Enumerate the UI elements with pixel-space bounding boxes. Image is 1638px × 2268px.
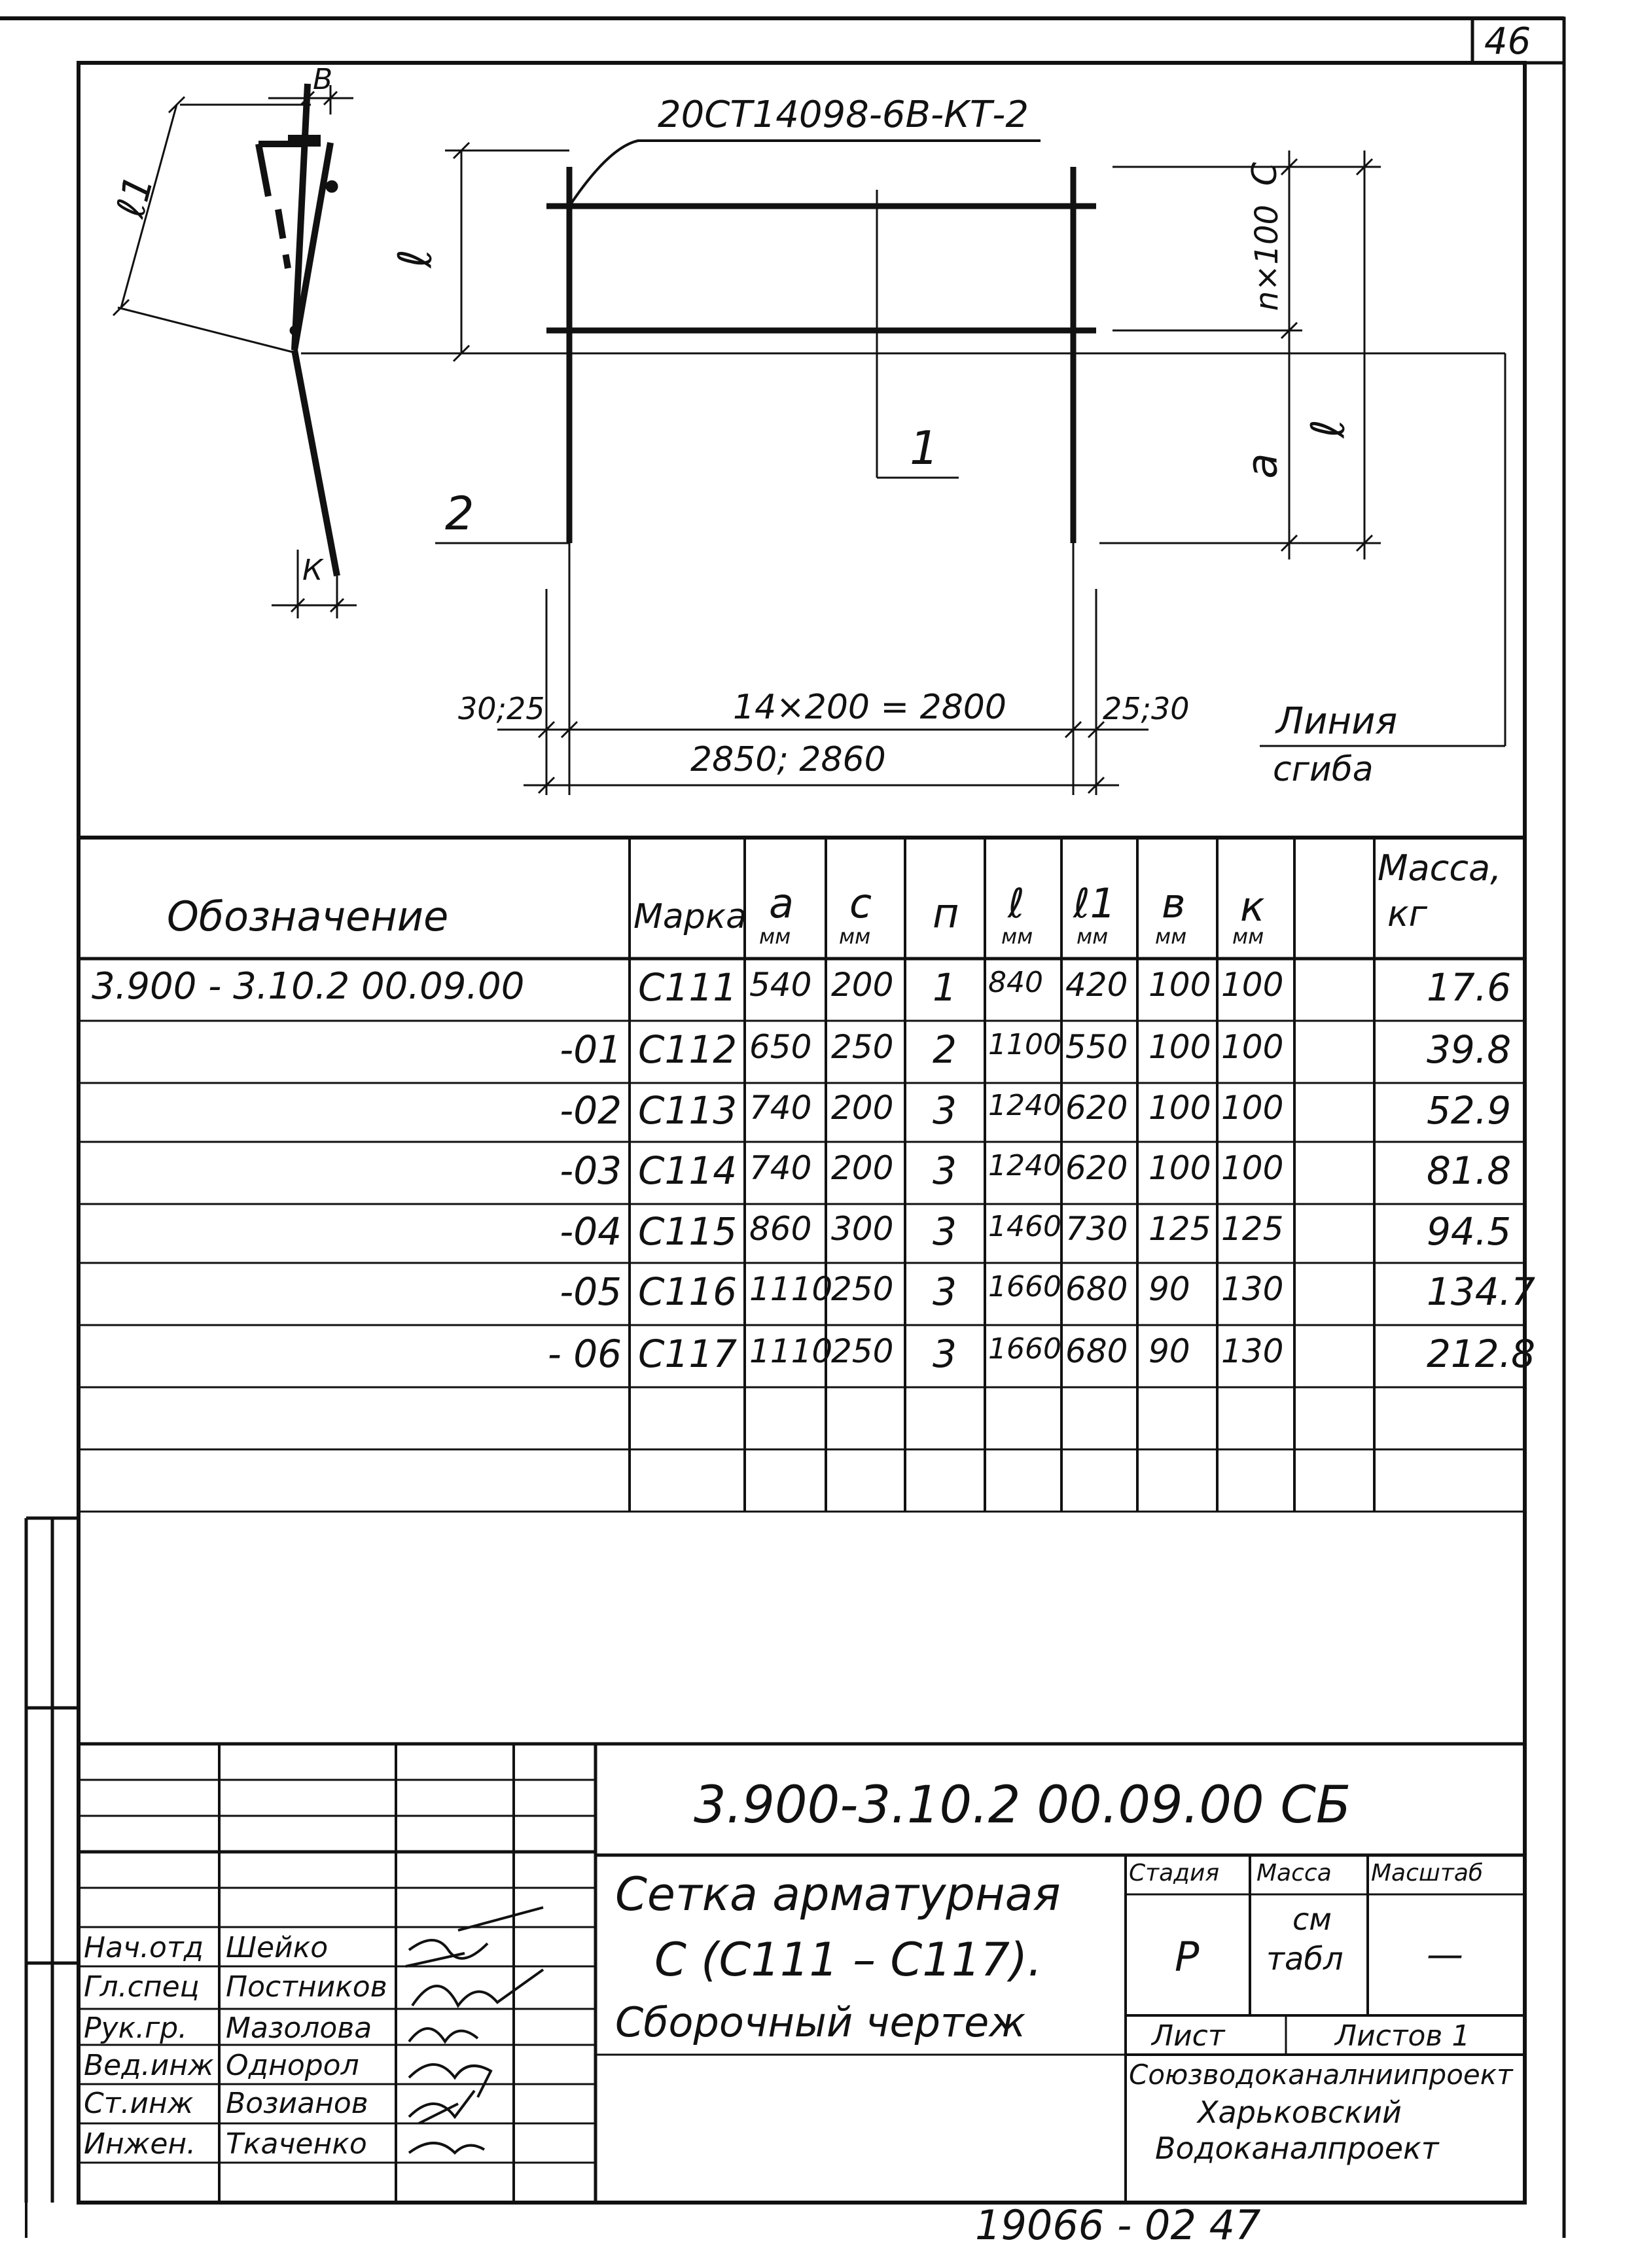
org-line-2: Харьковский xyxy=(1198,2095,1402,2130)
row-cell-l: 1240 xyxy=(988,1149,1061,1182)
title-line-1: Сетка арматурная xyxy=(615,1868,1061,1921)
row-cell-a: 740 xyxy=(749,1089,812,1127)
row-cell-mark: С115 xyxy=(638,1209,738,1254)
row-designation: -02 xyxy=(560,1088,622,1133)
row-cell-b: 100 xyxy=(1148,1149,1211,1187)
org-line-3: Водоканалпроект xyxy=(1155,2131,1439,2166)
row-cell-l: 1660 xyxy=(988,1270,1061,1303)
position-2: 2 xyxy=(445,487,474,540)
staff-role: Рук.гр. xyxy=(84,2011,188,2045)
staff-role: Инжен. xyxy=(84,2127,196,2161)
staff-role: Вед.инж xyxy=(84,2049,214,2082)
dim-total: 2850; 2860 xyxy=(690,740,886,779)
signatures xyxy=(406,1907,543,2153)
header-mass-1: Масса, xyxy=(1378,847,1502,889)
header-b-unit: мм xyxy=(1155,924,1187,949)
row-cell-k: 130 xyxy=(1221,1270,1284,1308)
row-cell-l1: 680 xyxy=(1065,1332,1128,1370)
header-mass-2: кг xyxy=(1387,893,1427,934)
header-l1-unit: мм xyxy=(1077,924,1109,949)
row-cell-mass: 94.5 xyxy=(1427,1209,1512,1254)
row-cell-mark: С116 xyxy=(638,1269,738,1314)
staff-name: Возианов xyxy=(226,2087,368,2120)
label-a: а xyxy=(1238,453,1287,479)
staff-name: Постников xyxy=(226,1970,387,2004)
label-l-right: ℓ xyxy=(1301,419,1355,438)
header-designation: Обозначение xyxy=(167,893,449,940)
row-cell-mass: 39.8 xyxy=(1427,1027,1512,1072)
row-cell-a: 540 xyxy=(749,966,812,1004)
row-cell-mass: 17.6 xyxy=(1427,965,1512,1010)
row-cell-c: 200 xyxy=(831,1089,894,1127)
dim-right: 25;30 xyxy=(1103,691,1190,726)
row-cell-l1: 550 xyxy=(1065,1028,1128,1066)
label-nx100: n×100 xyxy=(1249,204,1286,311)
row-cell-l1: 420 xyxy=(1065,966,1128,1004)
title-line-2: С (С111 – С117). xyxy=(654,1933,1042,1987)
row-cell-k: 100 xyxy=(1221,1028,1284,1066)
scale-label: Масштаб xyxy=(1371,1860,1484,1887)
dim-left: 30;25 xyxy=(458,691,545,726)
staff-name: Однорол xyxy=(226,2049,359,2082)
row-cell-l1: 680 xyxy=(1065,1270,1128,1308)
bottom-code: 19066 - 02 47 xyxy=(975,2201,1261,2249)
row-cell-b: 90 xyxy=(1148,1332,1190,1370)
org-line-1: Союзводоканалниипроект xyxy=(1129,2059,1513,2091)
row-cell-n: 3 xyxy=(933,1332,957,1376)
row-cell-a: 650 xyxy=(749,1028,812,1066)
row-cell-mark: С113 xyxy=(638,1088,738,1133)
row-cell-mass: 52.9 xyxy=(1427,1088,1512,1133)
row-cell-mark: С112 xyxy=(638,1027,738,1072)
row-cell-n: 3 xyxy=(933,1209,957,1254)
header-n: п xyxy=(933,889,959,937)
row-cell-c: 250 xyxy=(831,1332,894,1370)
label-c: С xyxy=(1245,162,1285,186)
bend-line-label-1: Линия xyxy=(1276,700,1398,743)
staff-role: Ст.инж xyxy=(84,2087,194,2120)
stage-value: Р xyxy=(1175,1933,1200,1981)
row-cell-b: 90 xyxy=(1148,1270,1190,1308)
row-cell-c: 300 xyxy=(831,1210,894,1248)
bend-line-label-2: сгиба xyxy=(1273,750,1374,789)
row-cell-a: 860 xyxy=(749,1210,812,1248)
staff-role: Нач.отд xyxy=(84,1931,204,1964)
row-designation: -05 xyxy=(560,1269,622,1314)
row-cell-mark: С114 xyxy=(638,1148,738,1193)
row-cell-b: 100 xyxy=(1148,1089,1211,1127)
row-cell-l: 1240 xyxy=(988,1089,1061,1122)
header-c: с xyxy=(849,879,872,927)
row-designation: - 06 xyxy=(547,1332,622,1376)
bent-bar-detail xyxy=(107,84,357,618)
row-cell-l: 840 xyxy=(988,966,1043,999)
staff-name: Ткаченко xyxy=(226,2127,367,2161)
row-cell-b: 125 xyxy=(1148,1210,1211,1248)
row-cell-n: 3 xyxy=(933,1269,957,1314)
row-cell-n: 1 xyxy=(933,965,957,1010)
header-l1: ℓ1 xyxy=(1073,879,1116,927)
header-c-unit: мм xyxy=(839,924,871,949)
header-l: ℓ xyxy=(1008,879,1025,927)
row-cell-l: 1460 xyxy=(988,1210,1061,1243)
row-cell-k: 100 xyxy=(1221,966,1284,1004)
row-cell-n: 3 xyxy=(933,1088,957,1133)
scale-value: — xyxy=(1427,1934,1463,1976)
row-designation: -04 xyxy=(560,1209,622,1254)
row-cell-k: 100 xyxy=(1221,1089,1284,1127)
row-cell-l1: 620 xyxy=(1065,1089,1128,1127)
row-cell-c: 200 xyxy=(831,1149,894,1187)
sheet-label: Лист xyxy=(1152,2019,1225,2053)
row-cell-b: 100 xyxy=(1148,966,1211,1004)
row-cell-c: 200 xyxy=(831,966,894,1004)
binding-strip xyxy=(26,1518,79,2203)
label-l1: ℓ1 xyxy=(107,170,163,222)
row-cell-n: 2 xyxy=(933,1027,957,1072)
sheet-number: 46 xyxy=(1484,20,1531,63)
label-k: К xyxy=(302,554,323,587)
row-cell-k: 125 xyxy=(1221,1210,1284,1248)
staff-name: Шейко xyxy=(226,1931,329,1964)
row-cell-b: 100 xyxy=(1148,1028,1211,1066)
row-designation: -01 xyxy=(560,1027,622,1072)
row-cell-mark: С117 xyxy=(638,1332,738,1376)
row-cell-n: 3 xyxy=(933,1148,957,1193)
row-designation: -03 xyxy=(560,1148,622,1193)
row-cell-l1: 620 xyxy=(1065,1149,1128,1187)
row-cell-a: 740 xyxy=(749,1149,812,1187)
header-k: к xyxy=(1240,883,1265,930)
header-a-unit: мм xyxy=(759,924,791,949)
header-l-unit: мм xyxy=(1001,924,1033,949)
row-cell-mark: С111 xyxy=(638,965,738,1010)
mass-value-1: см xyxy=(1292,1902,1332,1937)
stage-label: Стадия xyxy=(1129,1860,1220,1887)
row-cell-l1: 730 xyxy=(1065,1210,1128,1248)
title-line-3: Сборочный чертеж xyxy=(615,1998,1026,2046)
row-cell-a: 1110 xyxy=(749,1270,833,1308)
row-cell-a: 1110 xyxy=(749,1332,833,1370)
header-b: в xyxy=(1162,879,1186,927)
header-mark: Марка xyxy=(633,897,747,936)
row-cell-l: 1100 xyxy=(988,1028,1061,1061)
row-cell-mass: 212.8 xyxy=(1427,1332,1536,1376)
mass-value-2: табл xyxy=(1266,1941,1344,1977)
header-k-unit: мм xyxy=(1232,924,1264,949)
label-b: В xyxy=(313,63,333,96)
dim-middle: 14×200 = 2800 xyxy=(733,688,1006,727)
doc-code: 3.900-3.10.2 00.09.00 СБ xyxy=(694,1776,1351,1835)
weld-callout: 20СТ14098-6В-КТ-2 xyxy=(658,94,1029,136)
header-a: а xyxy=(769,879,794,927)
staff-role: Гл.спец xyxy=(84,1970,200,2004)
row-cell-l: 1660 xyxy=(988,1332,1061,1366)
label-l-left: ℓ xyxy=(388,249,442,268)
position-1: 1 xyxy=(910,421,939,475)
row-cell-mass: 134.7 xyxy=(1427,1269,1536,1314)
row-cell-mass: 81.8 xyxy=(1427,1148,1512,1193)
row-cell-c: 250 xyxy=(831,1028,894,1066)
row-cell-k: 130 xyxy=(1221,1332,1284,1370)
row-cell-c: 250 xyxy=(831,1270,894,1308)
staff-name: Мазолова xyxy=(226,2011,372,2045)
row-cell-k: 100 xyxy=(1221,1149,1284,1187)
sheets-label: Листов 1 xyxy=(1335,2019,1470,2053)
mass-label: Масса xyxy=(1256,1860,1332,1887)
row-designation: 3.900 - 3.10.2 00.09.00 xyxy=(92,965,525,1008)
